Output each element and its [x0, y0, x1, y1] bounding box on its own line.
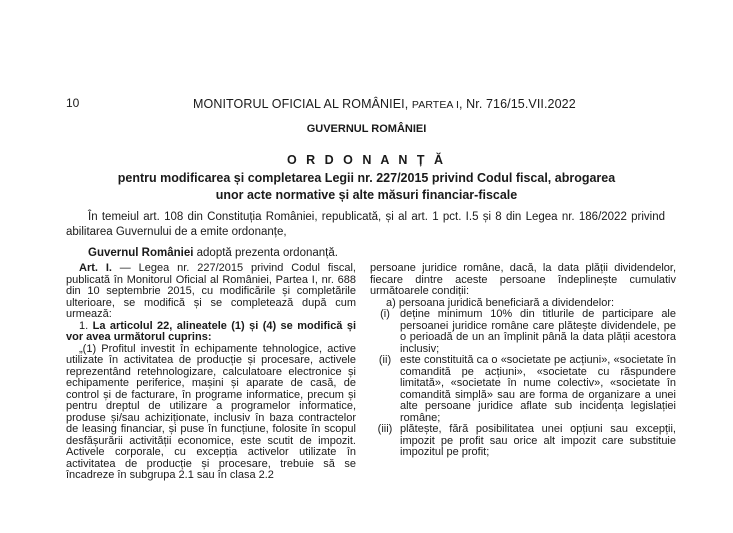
- amended-paragraph: „(1) Profitul investit în echipamente tehnologice, active utilizate în activitatea de producție și procesare, activele reprezentând retehnologizare, calculatoare electronice și echipamente periferice, mașini și aparate de casă, de control și de facturare, în programe informatice, precum și pentru dreptul de utilizare a programelor informatice, produse și/sau achiziționate, inclusiv în baza contractelor de leasing financiar, și puse în funcțiune, folosite în scopul desfășurării activității economice, este scutit de impozit. Activele corporale, cu excepția activelor utilizate în activitatea de producție și procesare, trebuie să se încadreze în subgrupa 2.1 sau în clasa 2.2: [66, 342, 356, 481]
- condition-ii: [370, 355, 676, 424]
- document-type: O R D O N A N Ț Ă: [286, 153, 447, 167]
- condition-number: (i): [380, 308, 390, 320]
- adoption-text: adoptă prezenta ordonanță.: [193, 247, 338, 259]
- condition-text: este constituită ca o «societate pe acțiuni», «societate în comandită pe acțiuni», «societate cu răspundere limitată», «societate în nume colectiv», «societate în comandită simplă» sau are forma de organizare a unei alte persoane juridice aflate sub incidența legislației române;: [400, 354, 676, 424]
- condition-a: a) persoana juridică beneficiară a dividendelor:: [386, 296, 615, 309]
- amendment-item-1: [66, 321, 356, 344]
- article-label: Art. I.: [79, 262, 112, 274]
- journal-part: PARTEA I: [411, 99, 459, 111]
- document-title: pentru modificarea și completarea Legii nr. 227/2015 privind Codul fiscal, abrogarea unor acte normative și alte măsuri financiar-fiscale: [117, 171, 616, 202]
- issuer-heading: GUVERNUL ROMÂNIEI: [306, 123, 427, 135]
- adoption-subject: Guvernul României: [88, 247, 194, 259]
- condition-text: plătește, fără posibilitatea unei opțiuni sau excepții, impozit pe profit sau orice alt impozit care substituie impozitul pe profit;: [400, 423, 676, 458]
- right-column: [370, 263, 676, 469]
- item-instruction: La articolul 22, alineatele (1) și (4) se modifică și vor avea următorul cuprins:: [66, 319, 357, 343]
- article-paragraph: [66, 263, 356, 321]
- item-number: 1.: [79, 319, 93, 332]
- page-number: 10: [66, 96, 80, 110]
- adoption-formula: [88, 247, 338, 259]
- condition-i: [370, 309, 676, 355]
- running-header: [193, 97, 576, 111]
- preamble: În temeiul art. 108 din Constituția României, republicată, și al art. 1 pct. I.5 și 8 din Legea nr. 186/2022 privind abilitarea Guvernului de a emite ordonanțe,: [66, 211, 665, 238]
- journal-name: MONITORUL OFICIAL AL ROMÂNIEI,: [193, 97, 412, 111]
- journal-issue: , Nr. 716/15.VII.2022: [459, 97, 576, 111]
- article-text: — Legea nr. 227/2015 privind Codul fiscal, publicată în Monitorul Oficial al României, Partea I, nr. 688 din 10 septembrie 2015, cu modificările și completările ulterioare, se modifică și se completează după cum urmează:: [66, 262, 356, 320]
- condition-number: (ii): [378, 354, 392, 366]
- condition-text: deține minimum 10% din titlurile de participare ale persoanei juridice române care plătește dividendele, pe o perioadă de un an împlinit până la data plății acestora inclusiv;: [400, 308, 676, 355]
- left-column: [66, 262, 357, 481]
- condition-number: (iii): [377, 423, 393, 435]
- conditions-intro: persoane juridice române, dacă, la data plății dividendelor, fiecare dintre aceste persoane îndeplinește cumulativ următoarele condiții:: [370, 262, 676, 297]
- condition-iii: [370, 424, 676, 459]
